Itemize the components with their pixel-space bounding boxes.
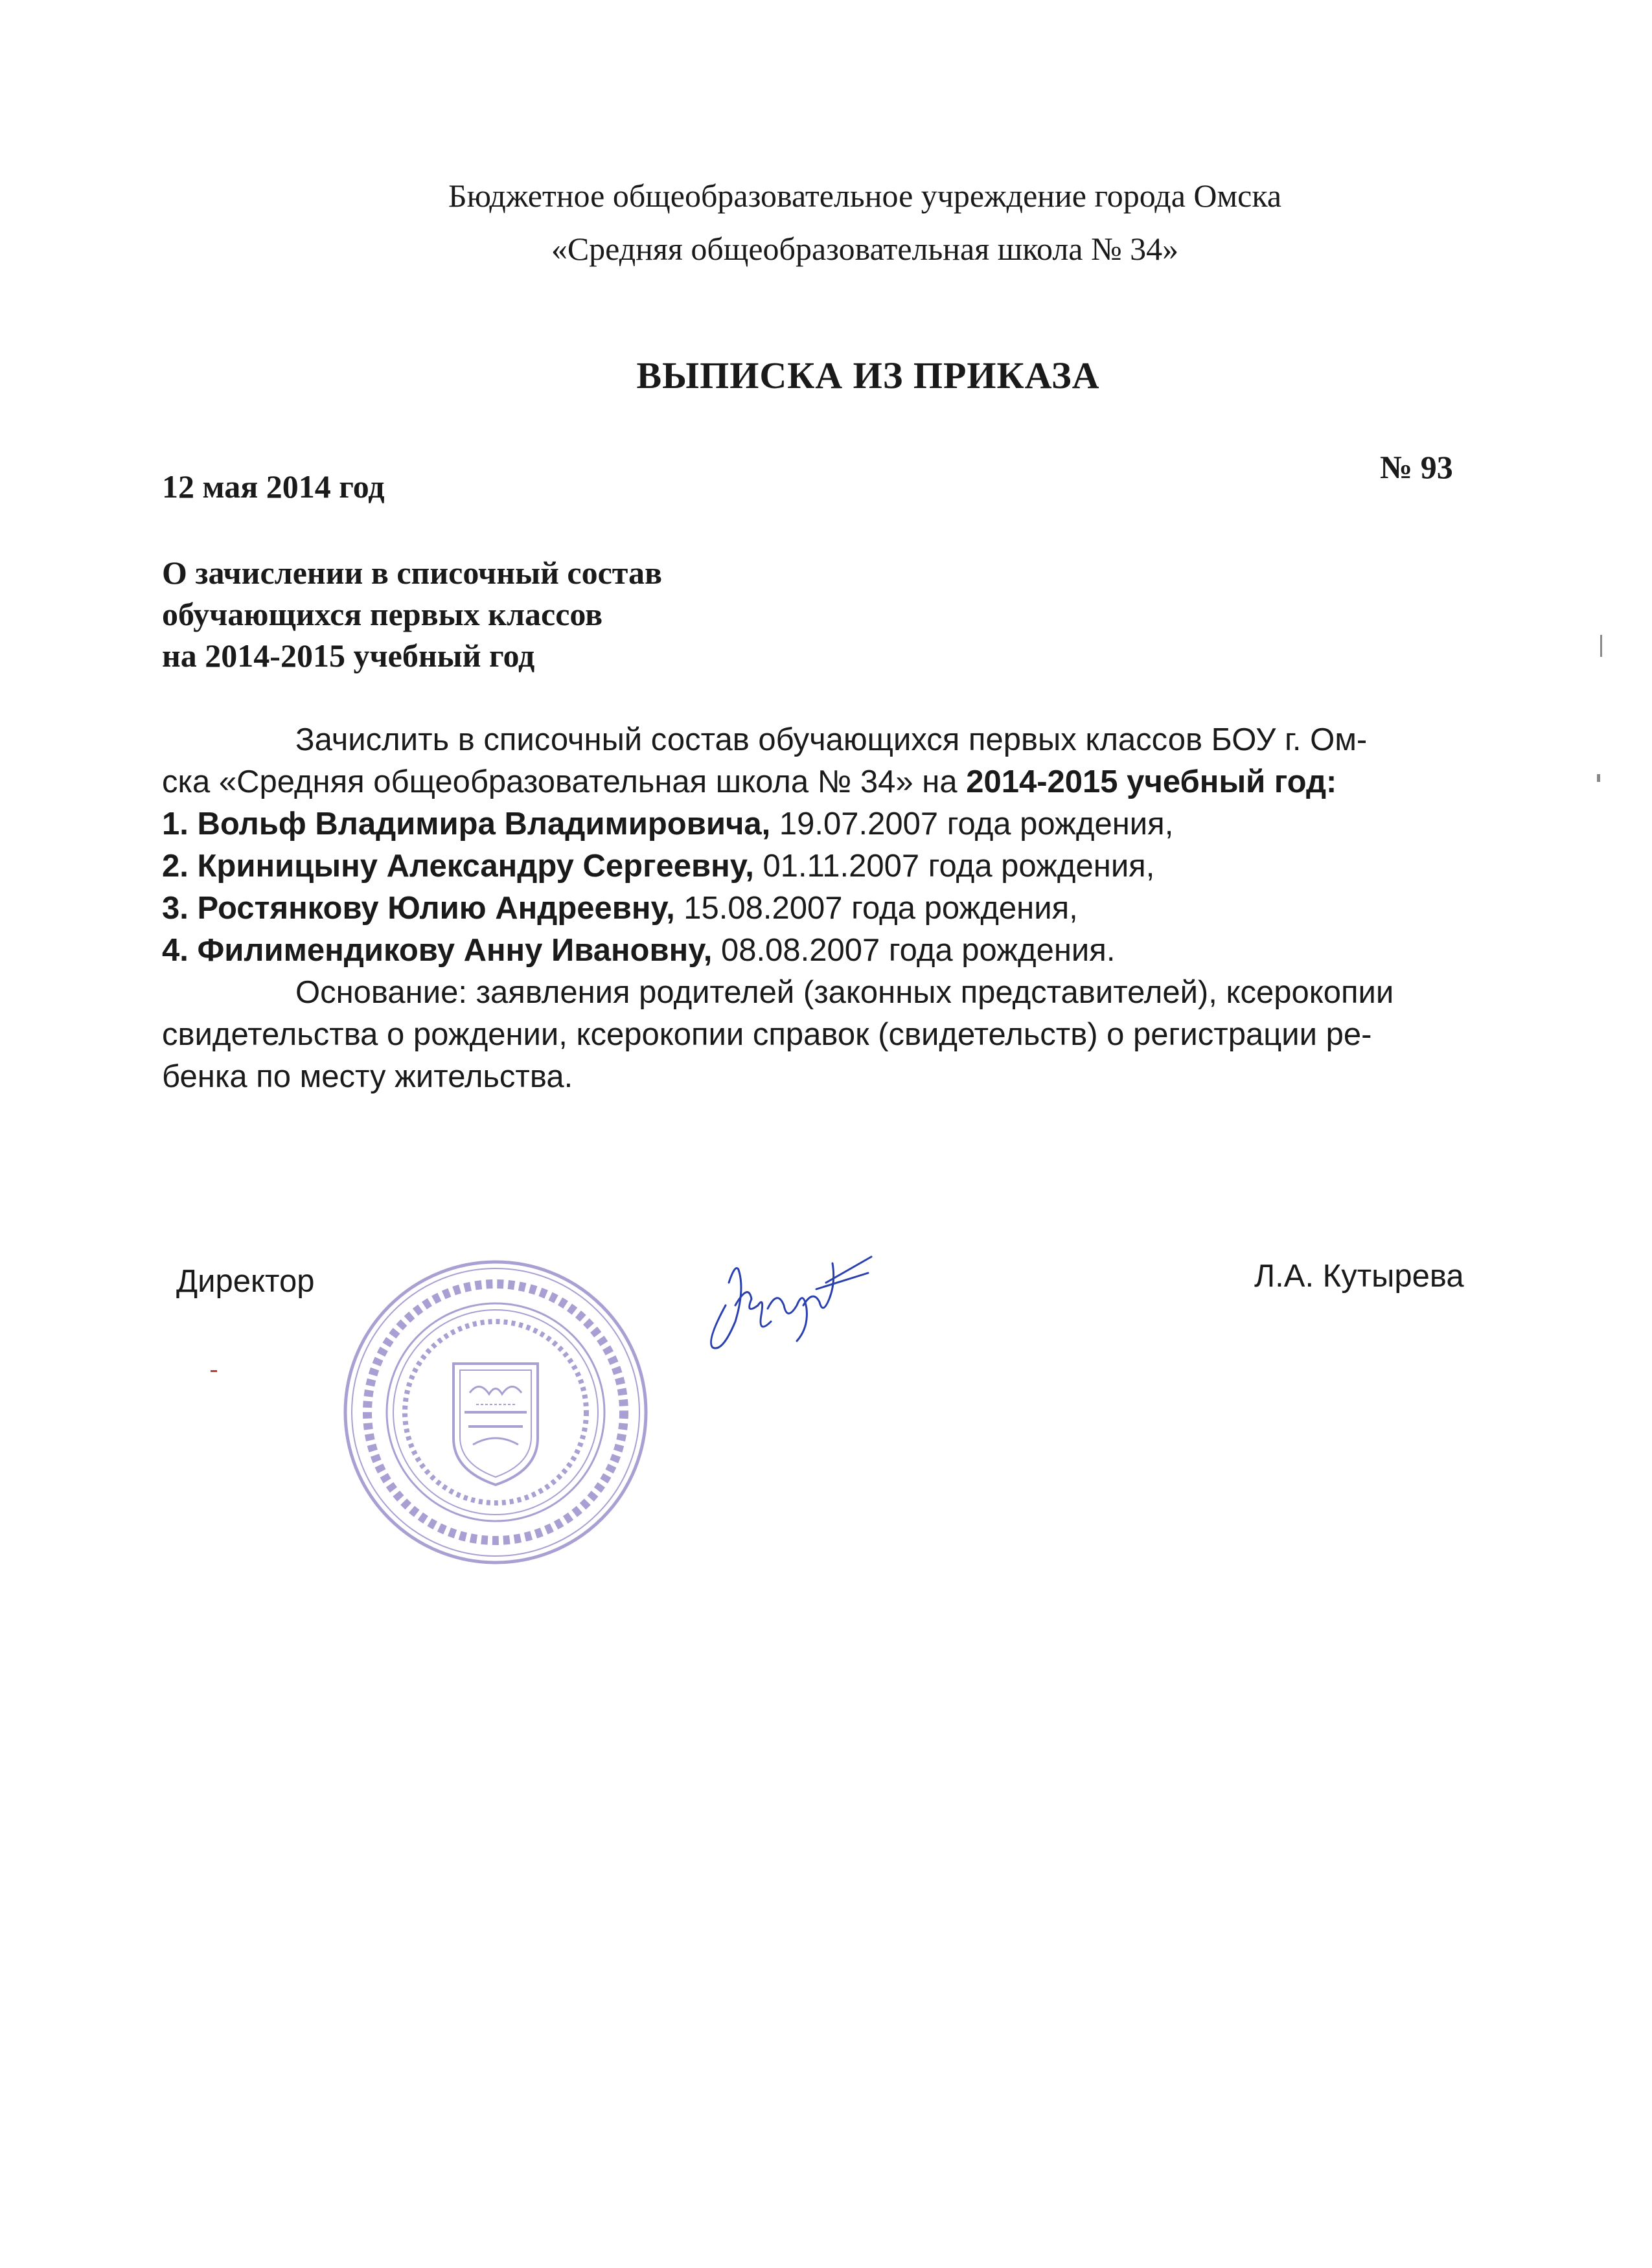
school-year: 2014-2015 учебный год:: [966, 764, 1337, 799]
student-name: 3. Ростянкову Юлию Андреевну,: [162, 891, 675, 926]
scan-speck: [1600, 635, 1602, 657]
intro-line: [162, 761, 1484, 803]
student-birthdate: 08.08.2007 года рождения.: [712, 933, 1116, 968]
order-body: [162, 719, 1484, 1098]
student-name: 1. Вольф Владимира Владимировича,: [162, 807, 771, 842]
document-title: ВЫПИСКА ИЗ ПРИКАЗА: [636, 354, 1100, 396]
order-subject: [162, 552, 662, 676]
director-signature-icon: [700, 1244, 875, 1360]
order-date: 12 мая 2014 год: [162, 468, 385, 505]
student-item: [162, 803, 1484, 845]
basis-line: свидетельства о рождении, ксерокопии справок (свидетельств) о регистрации ре-: [162, 1017, 1372, 1052]
signatory-name: Л.А. Кутырева: [1254, 1259, 1464, 1294]
organization-name: Бюджетное общеобразовательное учреждение города Омска: [448, 178, 1282, 214]
subject-line: О зачислении в списочный состав: [162, 555, 662, 591]
school-name: «Средняя общеобразовательная школа № 34»: [551, 231, 1179, 267]
order-number: № 93: [1380, 449, 1453, 485]
signatory-position: Директор: [176, 1264, 315, 1299]
basis-line: Основание: заявления родителей (законных представителей), ксерокопии: [295, 975, 1394, 1010]
student-item: [162, 888, 1484, 930]
student-birthdate: 15.08.2007 года рождения,: [674, 891, 1078, 926]
student-birthdate: 01.11.2007 года рождения,: [753, 849, 1155, 884]
intro-line: Зачислить в списочный состав обучающихся первых классов БОУ г. Ом-: [295, 722, 1368, 757]
student-name: 2. Криницыну Александру Сергеевну,: [162, 849, 754, 884]
student-name: 4. Филимендикову Анну Ивановну,: [162, 933, 713, 968]
subject-line: на 2014-2015 учебный год: [162, 637, 535, 674]
basis-line: бенка по месту жительства.: [162, 1059, 573, 1094]
subject-line: обучающихся первых классов: [162, 596, 603, 632]
official-seal-icon: [340, 1257, 651, 1568]
scan-speck: [1597, 774, 1600, 782]
student-item: [162, 930, 1484, 972]
student-item: [162, 845, 1484, 888]
intro-text: ска «Средняя общеобразовательная школа № 34» на: [162, 764, 967, 799]
student-birthdate: 19.07.2007 года рождения,: [770, 807, 1174, 842]
scan-speck: [211, 1370, 217, 1372]
